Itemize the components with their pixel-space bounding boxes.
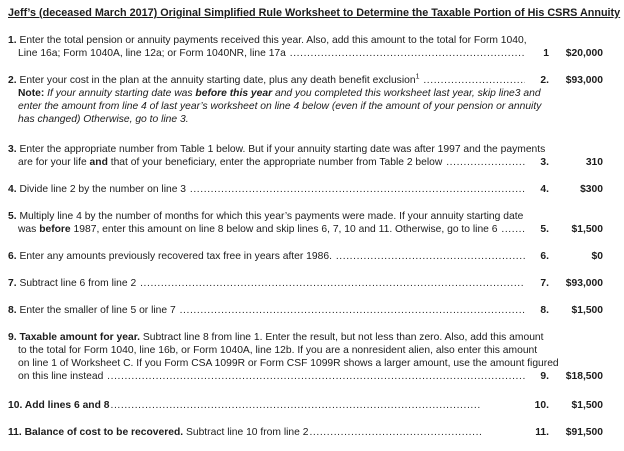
text-segment: Subtract line 10 from line 2	[183, 427, 309, 438]
worksheet-item-6	[8, 250, 603, 263]
line-number: 8.	[540, 305, 549, 316]
line-amount: $93,000	[565, 75, 603, 86]
line-amount: $1,500	[571, 400, 603, 411]
worksheet-item-1	[8, 34, 603, 60]
worksheet-item-2	[8, 74, 603, 126]
footnote-marker: 1	[415, 73, 420, 81]
dot-leader	[107, 370, 525, 383]
line-amount: $18,500	[565, 371, 603, 382]
line-text	[18, 370, 106, 383]
text-segment: Enter the total pension or annuity payments received this year. Also, add this amount to the total for Form 1040,	[19, 35, 527, 46]
worksheet-line	[8, 399, 603, 412]
line-value	[529, 183, 603, 196]
worksheet-item-4	[8, 183, 603, 196]
text-segment: to the total for Form 1040, line 16b, or Form 1040A, line 12b. If you are a nonresident alien, also enter this amount	[18, 345, 538, 356]
text-segment: Note:	[18, 88, 45, 99]
line-text	[18, 47, 289, 60]
text-segment: before	[39, 224, 71, 235]
line-value	[529, 399, 603, 412]
text-segment: 1987, enter this amount on line 8 below and skip lines 6, 7, 10 and 11. Otherwise, go to line 6	[70, 224, 501, 235]
dot-leader	[423, 74, 525, 87]
line-number: 3.	[540, 157, 549, 168]
line-value	[529, 370, 603, 383]
worksheet-line	[8, 34, 603, 47]
line-amount: $91,500	[565, 427, 603, 438]
line-number: 5.	[540, 224, 549, 235]
line-text	[18, 223, 500, 236]
text-segment: and you completed this worksheet last year, skip line3 and	[272, 88, 541, 99]
worksheet-line	[8, 210, 603, 223]
line-value	[529, 74, 603, 87]
text-segment: 11. Balance of cost to be recovered.	[8, 427, 184, 438]
line-text	[8, 34, 527, 47]
text-segment: before this year	[195, 88, 273, 99]
text-segment: Enter your cost in the plan at the annuity starting date, plus any death benefit exclusion	[19, 75, 416, 86]
line-amount: $1,500	[571, 224, 603, 235]
line-text	[8, 183, 189, 196]
line-amount: $93,000	[565, 278, 603, 289]
text-segment: enter the amount from line 4 of last year’s worksheet on line 4 below (even if the amount of your pension or annuity	[18, 101, 542, 112]
worksheet-line	[8, 100, 603, 113]
worksheet-line	[8, 74, 603, 87]
text-segment: If your annuity starting date was	[44, 88, 196, 99]
text-segment: was	[18, 224, 40, 235]
text-segment: Line 16a; Form 1040A, line 12a; or Form 1040NR, line 17a	[18, 48, 289, 59]
dot-leader	[336, 250, 525, 263]
worksheet-line	[8, 426, 603, 439]
text-segment: has changed) Otherwise, go to line 3.	[18, 114, 189, 125]
line-value	[529, 277, 603, 290]
line-text	[18, 100, 541, 113]
worksheet-line	[8, 370, 603, 383]
worksheet-item-11	[8, 426, 603, 439]
line-text	[8, 426, 308, 439]
worksheet-line	[8, 331, 603, 344]
line-value	[529, 426, 603, 439]
text-segment: are for your life	[18, 157, 90, 168]
line-text	[18, 357, 559, 370]
worksheet-items	[8, 34, 603, 439]
line-number: 6.	[540, 251, 549, 262]
worksheet-line	[8, 47, 603, 60]
worksheet-line	[8, 277, 603, 290]
line-amount: 310	[585, 157, 603, 168]
text-segment: 8.	[8, 305, 20, 316]
page-title: Jeff’s (deceased March 2017) Original Simplified Rule Worksheet to Determine the Taxable Portion of His CSRS Annuity	[8, 7, 621, 19]
line-text	[8, 210, 523, 223]
worksheet-item-9	[8, 331, 603, 383]
worksheet-line	[8, 143, 603, 156]
line-text	[8, 277, 139, 290]
line-text	[8, 304, 179, 317]
line-number: 9.	[540, 371, 549, 382]
line-number: 1	[543, 48, 549, 59]
text-segment: that of your beneficiary, enter the appropriate number from Table 2 below	[107, 157, 446, 168]
text-segment: Subtract line 8 from line 1. Enter the result, but not less than zero. Also, add this amount	[140, 332, 544, 343]
line-amount: $20,000	[565, 48, 603, 59]
line-text	[18, 113, 189, 126]
dot-leader	[446, 156, 525, 169]
text-segment: 2.	[8, 75, 20, 86]
text-segment: 9. Taxable amount for year.	[8, 332, 140, 343]
text-segment: 3.	[8, 144, 20, 155]
text-segment: 1.	[8, 35, 20, 46]
line-text	[8, 399, 109, 412]
line-value	[529, 47, 603, 60]
worksheet-line	[8, 87, 603, 100]
text-segment: 10. Add lines 6 and 8	[8, 400, 110, 411]
worksheet-item-7	[8, 277, 603, 290]
text-segment: Multiply line 4 by the number of months for which this year’s payments were made. If your annuity starting date	[19, 211, 524, 222]
line-text	[8, 143, 545, 156]
worksheet-item-3	[8, 143, 603, 169]
worksheet-item-5	[8, 210, 603, 236]
line-number: 11.	[535, 427, 549, 438]
text-segment: 6.	[8, 251, 20, 262]
text-segment: Subtract line 6 from line 2	[19, 278, 140, 289]
text-segment: Enter the smaller of line 5 or line 7	[19, 305, 179, 316]
line-text	[8, 331, 544, 344]
line-number: 2.	[540, 75, 549, 86]
text-segment: Divide line 2 by the number on line 3	[19, 184, 189, 195]
line-number: 4.	[540, 184, 549, 195]
worksheet-line	[8, 344, 603, 357]
line-value	[529, 223, 603, 236]
worksheet-item-8	[8, 304, 603, 317]
text-segment: Enter any amounts previously recovered tax free in years after 1986.	[19, 251, 335, 262]
text-segment: 4.	[8, 184, 20, 195]
line-amount: $1,500	[571, 305, 603, 316]
text-segment: Enter the appropriate number from Table 1 below. But if your annuity starting date was after 1997 and the payments	[19, 144, 546, 155]
worksheet-line	[8, 156, 603, 169]
dot-leader	[501, 223, 525, 236]
worksheet-line	[8, 183, 603, 196]
dot-leader	[290, 47, 525, 60]
line-number: 7.	[540, 278, 549, 289]
dot-leader	[140, 277, 525, 290]
line-text	[18, 87, 541, 100]
worksheet-line	[8, 113, 603, 126]
dot-leader	[110, 399, 481, 412]
worksheet-line	[8, 357, 603, 370]
dot-leader	[309, 426, 481, 439]
line-amount: $300	[580, 184, 603, 195]
dot-leader	[180, 304, 525, 317]
text-segment: 5.	[8, 211, 20, 222]
line-value	[529, 250, 603, 263]
line-value	[529, 304, 603, 317]
text-segment: 7.	[8, 278, 20, 289]
dot-leader	[190, 183, 525, 196]
line-text	[18, 344, 537, 357]
line-number: 10.	[534, 400, 549, 411]
text-segment: and	[89, 157, 108, 168]
line-text	[8, 250, 335, 263]
worksheet-line	[8, 304, 603, 317]
line-text	[18, 156, 445, 169]
text-segment: on this line instead	[18, 371, 107, 382]
worksheet-line	[8, 223, 603, 236]
line-amount: $0	[591, 251, 603, 262]
text-segment: on line 1 of Worksheet C. If you Form CSA 1099R or Form CSF 1099R shows a larger amount, use the amount figured	[18, 358, 559, 369]
worksheet-item-10	[8, 399, 603, 412]
text-segment	[419, 75, 422, 86]
worksheet-line	[8, 250, 603, 263]
line-text	[8, 74, 422, 87]
line-value	[529, 156, 603, 169]
